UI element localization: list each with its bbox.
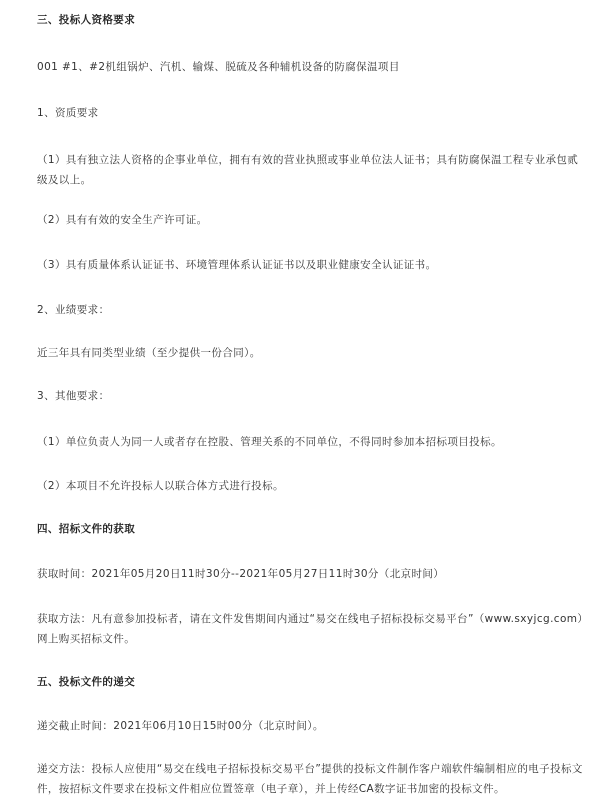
acquire-method: 获取方法：凡有意参加投标者，请在文件发售期间内通过“易交在线电子招标投标交易平台”（www.sxyjcg.com）网上购买招标文件。 <box>37 613 584 645</box>
acquire-time: 获取时间：2021年05月20日11时30分--2021年05月27日11时30分（北京时间） <box>37 568 445 580</box>
other-title: 3、其他要求： <box>37 390 110 402</box>
submit-method: 递交方法：投标人应使用“易交在线电子招标投标交易平台”提供的投标文件制作客户端软件编制相应的电子投标文件，按招标文件要求在投标文件相应位置签章（电子章），并上传经CA数字证书加密的投标文件。 <box>37 763 583 795</box>
section3-heading: 三、投标人资格要求 <box>37 14 136 26</box>
project-name: 001 #1、#2机组锅炉、汽机、输煤、脱硫及各种辅机设备的防腐保温项目 <box>37 61 400 73</box>
performance-title: 2、业绩要求： <box>37 304 110 316</box>
other-item-2: （2）本项目不允许投标人以联合体方式进行投标。 <box>37 480 284 492</box>
qualification-item-2: （2）具有有效的安全生产许可证。 <box>37 214 208 226</box>
other-item-1: （1）单位负责人为同一人或者存在控股、管理关系的不同单位，不得同时参加本招标项目投标。 <box>37 436 502 448</box>
qualification-item-1: （1）具有独立法人资格的企事业单位，拥有有效的营业执照或事业单位法人证书；具有防腐保温工程专业承包贰级及以上。 <box>37 154 579 186</box>
submit-deadline: 递交截止时间：2021年06月10日15时00分（北京时间）。 <box>37 720 324 732</box>
performance-text: 近三年具有同类型业绩（至少提供一份合同）。 <box>37 347 261 359</box>
qualification-item-3: （3）具有质量体系认证证书、环境管理体系认证证书以及职业健康安全认证证书。 <box>37 259 437 271</box>
qualification-title: 1、资质要求 <box>37 107 99 119</box>
section4-heading: 四、招标文件的获取 <box>37 523 136 535</box>
section5-heading: 五、投标文件的递交 <box>37 676 136 688</box>
